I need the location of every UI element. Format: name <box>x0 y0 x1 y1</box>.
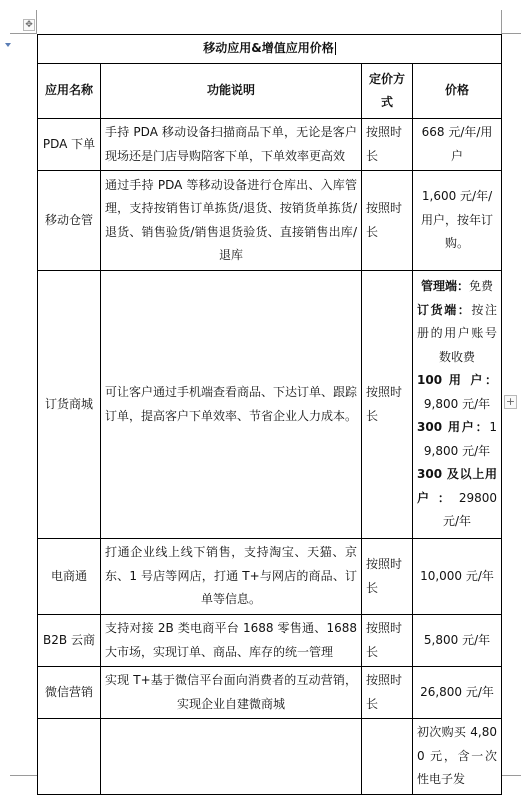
cell-app-name: 订货商城 <box>38 271 101 539</box>
collapse-caret-icon[interactable] <box>5 43 11 47</box>
cell-app-name: 移动仓管 <box>38 171 101 271</box>
tier1-value: 9,800 元/年 <box>423 396 491 411</box>
cell-pricing-mode: 按照时长 <box>362 171 413 271</box>
table-title-cell[interactable] <box>38 35 502 64</box>
table-row <box>38 719 502 795</box>
title-row <box>38 35 502 64</box>
cell-price: 26,800 元/年 <box>413 667 502 719</box>
cell-pricing-mode: 按照时长 <box>362 271 413 539</box>
table-row <box>38 667 502 719</box>
corner-mark-horizontal <box>10 33 37 34</box>
tier2-value: 19,800 元/年 <box>423 420 498 458</box>
table-row <box>38 271 502 539</box>
cell-price: 1,600 元/年/用户，按年订购。 <box>413 171 502 271</box>
cell-description: 通过手持 PDA 等移动设备进行仓库出、入库管理，支持按销售订单拣货/退货、按销货单拣货/退货、销售验货/销售退货验货、直接销售出库/退库 <box>101 171 362 271</box>
cell-description: 可让客户通过手机端查看商品、下达订单、跟踪订单，提高客户下单效率、节省企业人力成本。 <box>101 271 362 539</box>
order-value: 按注册的用户账号数收费 <box>417 302 498 364</box>
price-table <box>37 34 502 795</box>
cell-description: 手持 PDA 移动设备扫描商品下单，无论是客户现场还是门店导购陪客下单，下单效率更高效 <box>101 119 362 171</box>
cell-price: 5,800 元/年 <box>413 615 502 667</box>
cell-pricing-mode <box>362 719 413 795</box>
tier1-label: 100 用 户： <box>417 373 498 388</box>
table-row <box>38 539 502 615</box>
table-row <box>38 171 502 271</box>
cell-description: 支持对接 2B 类电商平台 1688 零售通、1688 大市场，实现订单、商品、库存的统一管理 <box>101 615 362 667</box>
cell-description: 打通企业线上线下销售，支持淘宝、天猫、京东、1 号店等网店，打通 T+与网店的商品、订单等信息。 <box>101 539 362 615</box>
cell-app-name: PDA 下单 <box>38 119 101 171</box>
cell-description <box>101 719 362 795</box>
corner-mark-horizontal-right <box>501 33 521 34</box>
header-row <box>38 64 502 119</box>
corner-mark-bottom-left <box>10 775 37 776</box>
header-pricing-mode: 定价方式 <box>362 64 413 119</box>
cell-app-name: B2B 云商 <box>38 615 101 667</box>
cell-pricing-mode: 按照时长 <box>362 119 413 171</box>
cell-pricing-mode: 按照时长 <box>362 615 413 667</box>
tier3-value: 29800 元/年 <box>442 490 498 529</box>
admin-label: 管理端： <box>421 279 470 294</box>
cell-app-name: 电商通 <box>38 539 101 615</box>
cell-price: 668 元/年/用户 <box>413 119 502 171</box>
cell-app-name: 微信营销 <box>38 667 101 719</box>
header-description: 功能说明 <box>101 64 362 119</box>
table-row <box>38 119 502 171</box>
cell-app-name <box>38 719 101 795</box>
header-price: 价格 <box>413 64 502 119</box>
tier3-label: 300 及以上用户： <box>417 467 498 505</box>
admin-value: 免费 <box>469 279 494 294</box>
cell-description: 实现 T+基于微信平台面向消费者的互动营销，实现企业自建微商城 <box>101 667 362 719</box>
table-row <box>38 615 502 667</box>
table-title: 移动应用&增值应用价格 <box>203 41 334 56</box>
add-column-icon[interactable]: + <box>505 395 516 408</box>
table-move-handle-icon[interactable]: ✥ <box>23 19 35 31</box>
order-label: 订货端： <box>417 302 472 317</box>
corner-mark-bottom-right <box>501 775 521 776</box>
cell-pricing-mode: 按照时长 <box>362 667 413 719</box>
cell-price: 初次购买 4,800 元，含一次性电子发 <box>413 719 502 795</box>
corner-mark-vertical-right <box>501 10 502 34</box>
cell-price-tiers <box>413 271 502 539</box>
header-app-name: 应用名称 <box>38 64 101 119</box>
tier2-label: 300 用户： <box>417 420 490 435</box>
text-cursor <box>335 42 336 55</box>
cell-price: 10,000 元/年 <box>413 539 502 615</box>
corner-mark-vertical <box>36 10 37 34</box>
cell-pricing-mode: 按照时长 <box>362 539 413 615</box>
